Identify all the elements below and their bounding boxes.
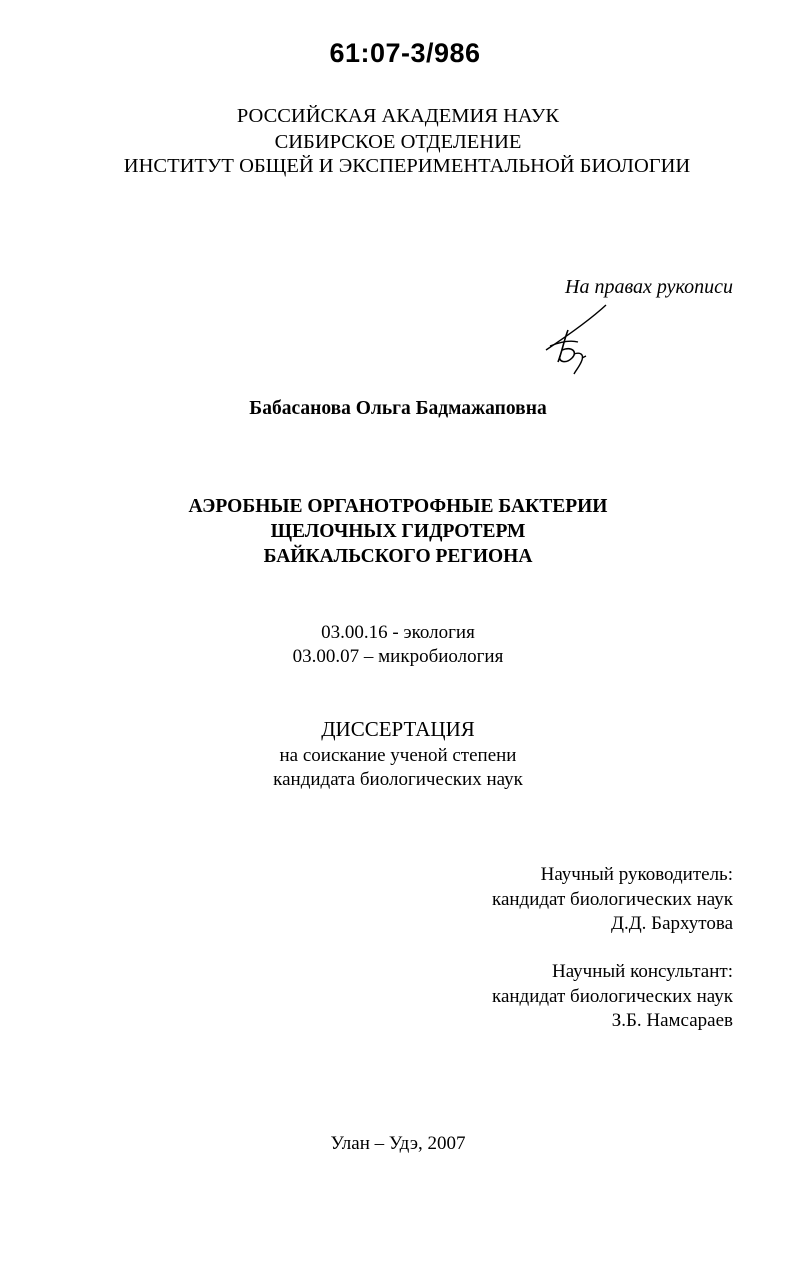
degree-line-2: кандидата биологических наук <box>273 769 523 790</box>
supervisor-role: Научный руководитель: <box>540 864 733 885</box>
thesis-title-line-1: АЭРОБНЫЕ ОРГАНОТРОФНЫЕ БАКТЕРИИ <box>188 496 608 517</box>
handwritten-signature <box>540 300 620 380</box>
institution-line-2: СИБИРСКОЕ ОТДЕЛЕНИЕ <box>274 131 522 153</box>
document-type-heading: ДИССЕРТАЦИЯ <box>321 717 475 741</box>
manuscript-rights-note: На правах рукописи <box>565 276 733 298</box>
consultant-role: Научный консультант: <box>551 961 733 982</box>
institution-line-3: ИНСТИТУТ ОБЩЕЙ И ЭКСПЕРИМЕНТАЛЬНОЙ БИОЛОГИИ <box>123 155 691 177</box>
thesis-title-line-3: БАЙКАЛЬСКОГО РЕГИОНА <box>263 546 533 567</box>
consultant-degree: кандидат биологических наук <box>492 986 733 1007</box>
archive-stamp-number: 61:07-3/986 <box>329 38 481 68</box>
specialty-microbiology: 03.00.07 – микробиология <box>292 646 504 667</box>
author-name: Бабасанова Ольга Бадмажаповна <box>249 398 547 419</box>
supervisor-degree: кандидат биологических наук <box>492 889 733 910</box>
consultant-name: З.Б. Намсараев <box>611 1010 733 1031</box>
thesis-title-line-2: ЩЕЛОЧНЫХ ГИДРОТЕРМ <box>270 521 526 542</box>
institution-line-1: РОССИЙСКАЯ АКАДЕМИЯ НАУК <box>236 105 560 127</box>
degree-line-1: на соискание ученой степени <box>279 745 517 766</box>
supervisor-name: Д.Д. Бархутова <box>611 913 733 934</box>
specialty-ecology: 03.00.16 - экология <box>321 622 475 643</box>
place-and-year: Улан – Удэ, 2007 <box>330 1133 466 1154</box>
